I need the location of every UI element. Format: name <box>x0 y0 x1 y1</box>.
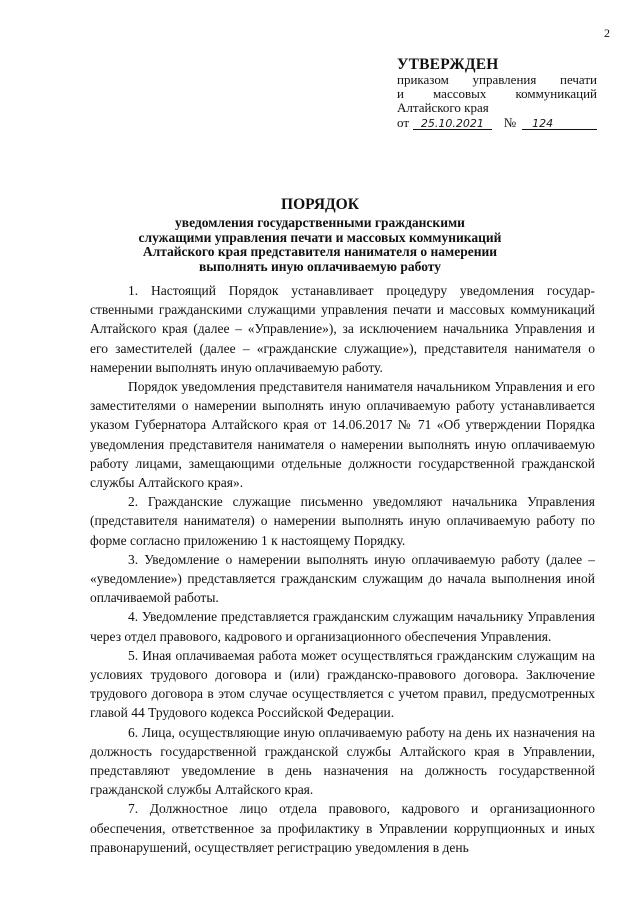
document-body <box>90 281 595 857</box>
paragraph-7: 7. Должностное лицо отдела правового, кадрового и организационного обеспечения, ответственное за профилактику в Управлении коррупционных и иных правонарушений, осуществляет регистрацию уведомления в день <box>90 801 595 855</box>
document-subtitle <box>90 216 550 274</box>
approval-block <box>397 58 597 130</box>
paragraph-6: 6. Лица, осуществляющие иную оплачиваемую работу на день их назначения на должность государственной гражданской службы Алтайского края в Управлении, представляют уведомление в день назначения на должность государственной гражданской службы Алтайского края. <box>90 724 595 798</box>
subtitle-line: служащими управления печати и массовых коммуникаций <box>138 229 502 245</box>
paragraph-2: 2. Гражданские служащие письменно уведомляют начальника Управления (представителя нанимателя) о намерении выполнять иную оплачиваемую работу по форме согласно приложению 1 к настоящему Порядку. <box>90 494 595 548</box>
approval-stamp: УТВЕРЖДЕН <box>397 56 499 73</box>
approval-number: 124 <box>522 118 597 130</box>
page-number: 2 <box>604 26 610 40</box>
document-title-block <box>90 196 550 274</box>
paragraph-3: 3. Уведомление о намерении выполнять иную оплачиваемую работу (далее – «уведомление») представляется гражданским служащим до начала выполнения иной оплачиваемой работы. <box>90 551 595 606</box>
document-title: ПОРЯДОК <box>281 196 359 213</box>
paragraph-1: 1. Настоящий Порядок устанавливает процедуру уведомления государственными гражданскими служащими управления печати и массовых коммуникаций Алтайского края (далее – «Управление»), за исключением начальника Управления и его заместителей (далее – «гражданские служащие»), представителя нанимателя о намерении выполнять иную оплачиваемую работу. <box>90 283 595 375</box>
number-label: № <box>503 115 517 130</box>
subtitle-line: уведомления государственными гражданскими <box>175 215 465 230</box>
subtitle-line: выполнять иную оплачиваемую работу <box>199 258 441 274</box>
approval-line: приказом управления печати <box>397 72 597 87</box>
paragraph-5: 5. Иная оплачиваемая работа может осуществляться гражданским служащим на условиях трудового договора и (или) гражданско-правового договора. Заключение трудового договора в этом случае осуществляется с учетом правил, предусмотренных главой 44 Трудового кодекса Российской Федерации. <box>90 647 595 721</box>
approval-line: Алтайского края <box>397 100 489 115</box>
subtitle-line: Алтайского края представителя нанимателя о намерении <box>142 244 498 259</box>
paragraph-4: 4. Уведомление представляется гражданским служащим начальнику Управления через отдел правового, кадрового и организационного обеспечения Управления. <box>90 609 595 644</box>
approval-date: 25.10.2021 <box>413 118 492 130</box>
paragraph-1-continuation: Порядок уведомления представителя нанимателя начальником Управления и его заместителями о намерении выполнять иную оплачиваемую работу устанавливается указом Губернатора Алтайского края от 14.06.2017 № 71 «Об утверждении Порядка уведомления представителя нанимателя о намерении выполнять иную оплачиваемую работу лицами, замещающими отдельные должности государственной гражданской службы Алтайского края». <box>90 379 595 491</box>
approval-date-row <box>397 116 597 130</box>
approval-line: и массовых коммуникаций <box>397 86 597 101</box>
date-prefix: от <box>397 115 410 130</box>
